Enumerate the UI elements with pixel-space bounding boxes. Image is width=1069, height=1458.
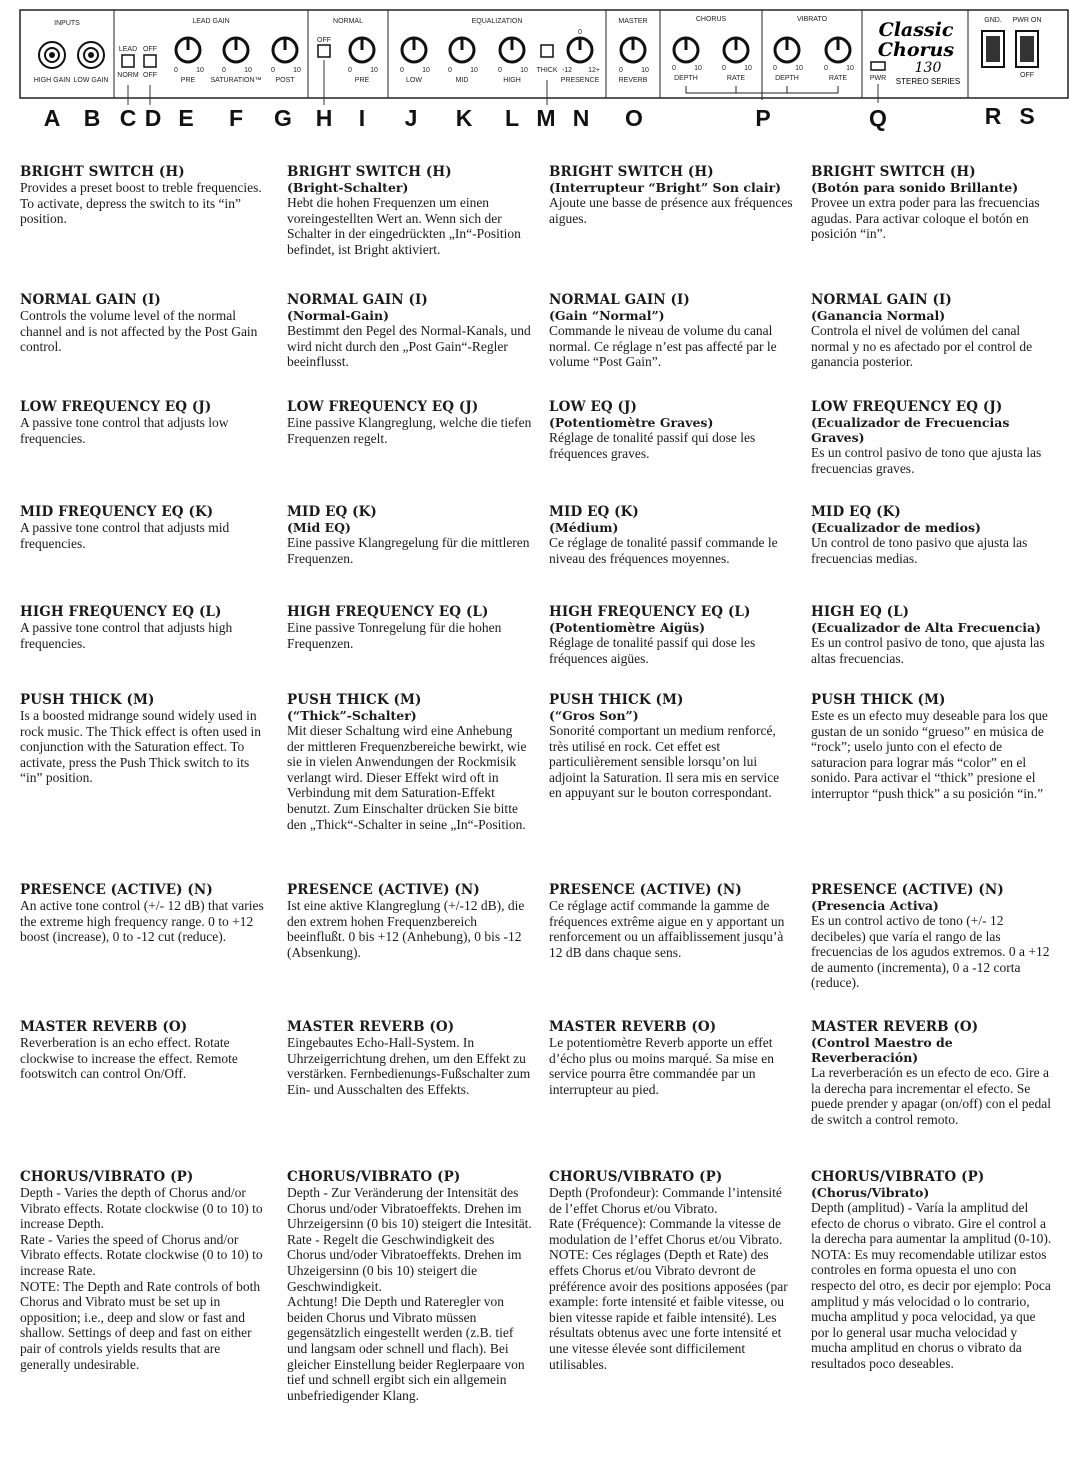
language-column bbox=[20, 692, 265, 786]
lead-off-switch[interactable] bbox=[144, 55, 156, 67]
control-description: Ajoute une basse de présence aux fréquences aigues. bbox=[549, 195, 793, 226]
control-title: HIGH FREQUENCY EQ (L) bbox=[287, 604, 489, 620]
control-subtitle: (“Gros Son”) bbox=[549, 708, 639, 723]
svg-text:0: 0 bbox=[448, 67, 452, 74]
svg-text:0: 0 bbox=[578, 29, 582, 36]
language-column bbox=[549, 1019, 794, 1097]
pre-gain-knob[interactable] bbox=[176, 38, 200, 62]
language-column bbox=[811, 1169, 1056, 1372]
control-description: Commande le niveau de volume du canal normal. Ce réglage n’est pas affecté par le volume “Post Gain”. bbox=[549, 323, 777, 370]
svg-text:10: 10 bbox=[694, 65, 702, 72]
chorus-rate-knob[interactable] bbox=[724, 38, 748, 62]
low-eq-knob[interactable] bbox=[402, 38, 426, 62]
callout-letter: P bbox=[755, 105, 771, 131]
vibrato-rate-knob[interactable] bbox=[826, 38, 850, 62]
control-title: PUSH THICK (M) bbox=[811, 692, 946, 708]
svg-text:0: 0 bbox=[498, 67, 502, 74]
control-title: HIGH EQ (L) bbox=[811, 604, 910, 620]
vibrato-header: VIBRATO bbox=[796, 16, 828, 23]
svg-text:10: 10 bbox=[422, 67, 430, 74]
svg-text:0: 0 bbox=[619, 67, 623, 74]
control-subtitle: (Potentiomètre Aigüs) bbox=[549, 620, 706, 635]
control-title: PRESENCE (ACTIVE) (N) bbox=[287, 882, 480, 898]
control-subtitle: (Ecualizador de medios) bbox=[811, 520, 981, 535]
control-title: NORMAL GAIN (I) bbox=[287, 292, 428, 308]
control-subtitle: (Normal-Gain) bbox=[287, 308, 390, 323]
control-title: LOW FREQUENCY EQ (J) bbox=[20, 399, 212, 415]
control-subtitle: (Mid EQ) bbox=[287, 520, 351, 535]
control-title: BRIGHT SWITCH (H) bbox=[549, 164, 714, 180]
high-eq-knob[interactable] bbox=[500, 38, 524, 62]
svg-text:0: 0 bbox=[672, 65, 676, 72]
inputs-header: INPUTS bbox=[54, 20, 80, 27]
power-switch[interactable] bbox=[1016, 31, 1038, 67]
svg-text:10: 10 bbox=[795, 65, 803, 72]
language-column bbox=[811, 292, 1056, 370]
chorus-header: CHORUS bbox=[695, 16, 727, 23]
callout-letter: N bbox=[572, 105, 590, 131]
control-title: PRESENCE (ACTIVE) (N) bbox=[811, 882, 1004, 898]
control-description: Controls the volume level of the normal channel and is not affected by the Post Gain control. bbox=[20, 308, 258, 355]
control-subtitle: (Interrupteur “Bright” Son clair) bbox=[549, 180, 782, 195]
push-thick-switch[interactable] bbox=[541, 45, 553, 57]
svg-text:10: 10 bbox=[244, 67, 252, 74]
norm-switch-label: NORM bbox=[117, 72, 139, 79]
vibrato-depth-label: DEPTH bbox=[775, 75, 799, 82]
svg-text:0: 0 bbox=[348, 67, 352, 74]
svg-text:10: 10 bbox=[641, 67, 649, 74]
control-description: Reverberation is an echo effect. Rotate clockwise to increase the effect. Remote footswitch can control On/Off. bbox=[20, 1035, 238, 1082]
vibrato-depth-knob[interactable] bbox=[775, 38, 799, 62]
language-column bbox=[287, 164, 532, 257]
control-title: HIGH FREQUENCY EQ (L) bbox=[549, 604, 751, 620]
control-description: Es un control pasivo de tono que ajusta las frecuencias graves. bbox=[811, 445, 1042, 476]
presence-label: PRESENCE bbox=[560, 77, 600, 84]
control-title: HIGH FREQUENCY EQ (L) bbox=[20, 604, 222, 620]
control-description: Réglage de tonalité passif qui dose les fréquences aigües. bbox=[549, 635, 756, 666]
control-title: NORMAL GAIN (I) bbox=[549, 292, 690, 308]
chorus-depth-knob[interactable] bbox=[674, 38, 698, 62]
control-subtitle: (Botón para sonido Brillante) bbox=[811, 180, 1019, 195]
power-lamp bbox=[871, 62, 885, 70]
svg-text:0: 0 bbox=[271, 67, 275, 74]
callout-letter: E bbox=[178, 105, 194, 131]
control-subtitle: (Potentiomètre Graves) bbox=[549, 415, 714, 430]
svg-text:10: 10 bbox=[370, 67, 378, 74]
language-column bbox=[20, 504, 265, 551]
mid-eq-knob[interactable] bbox=[450, 38, 474, 62]
low-gain-label: LOW GAIN bbox=[73, 77, 109, 84]
svg-text:-12: -12 bbox=[561, 67, 573, 74]
control-description: Depth (Profondeur): Commande l’intensité de l’effet Chorus et/ou Vibrato. Rate (Fréquence): Commande la vitesse de modulation de l’effet Chorus et/ou Vibrato. NOTE: Ces réglages (Depth et Rate) des effets Chorus et/ou Vibrato devront de préférence avoir des positions apposées (par example: forte intensité et faible vitesse, ou bien vitesse rapide et faible intensité). Les résultats obtenus avec une forte intensité et une vitesse élevée sont difficilement utilisables. bbox=[549, 1185, 788, 1372]
control-title: MID EQ (K) bbox=[287, 504, 377, 520]
post-gain-knob[interactable] bbox=[273, 38, 297, 62]
callout-letter: B bbox=[83, 105, 101, 131]
control-title: MASTER REVERB (O) bbox=[20, 1019, 188, 1035]
mid-label: MID bbox=[455, 77, 469, 84]
control-description: Provides a preset boost to treble frequencies. To activate, depress the switch to its “in” position. bbox=[20, 180, 262, 227]
classic-chorus-logo bbox=[878, 19, 960, 86]
control-title: LOW EQ (J) bbox=[549, 399, 638, 415]
language-column bbox=[20, 399, 265, 446]
master-header: MASTER bbox=[618, 18, 648, 25]
control-subtitle: (“Thick”-Schalter) bbox=[287, 708, 417, 723]
control-description: Réglage de tonalité passif qui dose les fréquences graves. bbox=[549, 430, 756, 461]
vibrato-rate-label: RATE bbox=[828, 75, 848, 82]
svg-text:0: 0 bbox=[222, 67, 226, 74]
callout-letter: R bbox=[984, 103, 1002, 129]
svg-text:0: 0 bbox=[773, 65, 777, 72]
normal-pre-label: PRE bbox=[354, 77, 370, 84]
control-description: Eine passive Tonregelung für die hohen Frequenzen. bbox=[287, 620, 502, 651]
control-description: La reverberación es un efecto de eco. Gire a la derecha para incrementar el efecto. Se puede prender y apagar (on/off) con el pedal de switch a control remoto. bbox=[811, 1065, 1052, 1127]
control-title: MASTER REVERB (O) bbox=[287, 1019, 455, 1035]
svg-text:Classic: Classic bbox=[878, 19, 954, 41]
control-title: LOW FREQUENCY EQ (J) bbox=[811, 399, 1003, 415]
thick-label: THICK bbox=[536, 67, 558, 74]
saturation-label: SATURATION™ bbox=[210, 77, 262, 84]
presence-knob[interactable] bbox=[568, 38, 592, 62]
high-gain-input-jack[interactable] bbox=[39, 42, 65, 68]
control-title: MID FREQUENCY EQ (K) bbox=[20, 504, 214, 520]
callout-letter: H bbox=[315, 105, 333, 131]
control-title: PRESENCE (ACTIVE) (N) bbox=[549, 882, 742, 898]
language-column bbox=[20, 292, 265, 355]
control-title: CHORUS/VIBRATO (P) bbox=[20, 1169, 194, 1185]
callout-letter: C bbox=[119, 105, 137, 131]
control-subtitle: (Presencia Activa) bbox=[811, 898, 939, 913]
svg-text:STEREO SERIES: STEREO SERIES bbox=[895, 77, 961, 86]
svg-text:0: 0 bbox=[722, 65, 726, 72]
controls-description-grid bbox=[16, 164, 1061, 1454]
svg-text:10: 10 bbox=[470, 67, 478, 74]
control-description: A passive tone control that adjusts high frequencies. bbox=[20, 620, 233, 651]
svg-text:10: 10 bbox=[520, 67, 528, 74]
svg-text:10: 10 bbox=[744, 65, 752, 72]
language-column bbox=[287, 1019, 532, 1097]
control-subtitle: (Bright-Schalter) bbox=[287, 180, 409, 195]
control-title: PUSH THICK (M) bbox=[549, 692, 684, 708]
control-description: Eine passive Klangregelung für die mittleren Frequenzen. bbox=[287, 535, 530, 566]
language-column bbox=[287, 504, 532, 566]
language-column bbox=[811, 504, 1056, 566]
control-description: Eingebautes Echo-Hall-System. In Uhrzeigerrichtung drehen, um den Effekt zu verstärken. Fernbedienungs-Fußschalter zum Ein- und Ausschalten des Effekts. bbox=[287, 1035, 531, 1097]
control-description: Depth (amplitud) - Varía la amplitud del efecto de chorus o vibrato. Gire el control a la derecha para aumentar la amplitud (0-10). NOTA: Es muy recomendable utilizar estos controles en forma opuesta el uno con respecto del otro, es decir por ejemplo: Poca amplitud y más velocidad o lo contrario, mucha amplitud y poca velocidad, ya que por lo general usar mucha velocidad y mucha amplitud en chorus o vibrato da resultados poco deseables. bbox=[811, 1200, 1052, 1371]
svg-text:0: 0 bbox=[174, 67, 178, 74]
callout-letter: G bbox=[274, 105, 292, 131]
callout-letter: S bbox=[1019, 103, 1035, 129]
control-subtitle: (Ecualizador de Alta Frecuencia) bbox=[811, 620, 1041, 635]
language-column bbox=[20, 882, 265, 945]
language-column bbox=[20, 164, 265, 227]
control-title: BRIGHT SWITCH (H) bbox=[287, 164, 452, 180]
language-column bbox=[811, 399, 1056, 476]
language-column bbox=[20, 1019, 265, 1082]
control-description: Ist eine aktive Klangreglung (+/-12 dB), die den extrem hohen Frequenzbereich beeinflußt. 0 bis +12 (Anhebung), 0 bis -12 (Absenkung). bbox=[287, 898, 525, 960]
control-title: PUSH THICK (M) bbox=[287, 692, 422, 708]
control-title: CHORUS/VIBRATO (P) bbox=[287, 1169, 461, 1185]
control-subtitle: (Ganancia Normal) bbox=[811, 308, 946, 323]
control-description: Es un control activo de tono (+/- 12 decibeles) que varía el rango de las frecuencias de los agudos extremos. 0 a +12 de aumento (incrementa), 0 a -12 corta (reduce). bbox=[811, 913, 1050, 991]
control-description: Ce réglage actif commande la gamme de fréquences extrême aigue en y apportant un renforcement ou un affaiblissement jusqu’à 12 dB dans chaque sens. bbox=[549, 898, 785, 960]
language-column bbox=[287, 399, 532, 446]
language-column bbox=[287, 692, 532, 832]
low-gain-input-jack[interactable] bbox=[78, 42, 104, 68]
language-column bbox=[549, 882, 794, 960]
callout-letter: L bbox=[504, 105, 520, 131]
control-title: MID EQ (K) bbox=[811, 504, 901, 520]
equalization-header: EQUALIZATION bbox=[471, 18, 523, 25]
normal-header: NORMAL bbox=[333, 18, 363, 25]
pwr-off-label: OFF bbox=[1020, 72, 1034, 79]
control-title: BRIGHT SWITCH (H) bbox=[20, 164, 185, 180]
callout-letter: I bbox=[358, 105, 366, 131]
language-column bbox=[549, 504, 794, 566]
callout-letter: M bbox=[536, 105, 556, 131]
reverb-label: REVERB bbox=[618, 77, 648, 84]
control-subtitle: (Chorus/Vibrato) bbox=[811, 1185, 930, 1200]
language-column bbox=[549, 604, 794, 666]
control-title: PUSH THICK (M) bbox=[20, 692, 155, 708]
language-column bbox=[549, 1169, 794, 1372]
language-column bbox=[549, 164, 794, 226]
control-title: MASTER REVERB (O) bbox=[549, 1019, 717, 1035]
callout-letter: F bbox=[228, 105, 244, 131]
off-switch-label-2: OFF bbox=[143, 72, 157, 79]
language-column bbox=[287, 1169, 532, 1403]
control-description: Depth - Varies the depth of Chorus and/or Vibrato effects. Rotate clockwise (0 to 10) to increase Depth. Rate - Varies the speed of Chorus and/or Vibrato effects. Rotate clockwise (0 to 10) to increase Rate. NOTE: The Depth and Rate controls of both Chorus and Vibrato must be set up in opposition; i.e., deep and slow or fast and shallow. Settings of deep and fast on either pair of controls yields results that are generally undesirable. bbox=[20, 1185, 263, 1372]
control-description: Un control de tono pasivo que ajusta las frecuencias medias. bbox=[811, 535, 1028, 566]
svg-text:10: 10 bbox=[846, 65, 854, 72]
lead-gain-header: LEAD GAIN bbox=[192, 18, 230, 25]
control-subtitle: (Control Maestro de Reverberación) bbox=[811, 1035, 953, 1065]
control-title: LOW FREQUENCY EQ (J) bbox=[287, 399, 479, 415]
callout-letter: A bbox=[43, 105, 61, 131]
chorus-rate-label: RATE bbox=[726, 75, 746, 82]
chorus-depth-label: DEPTH bbox=[674, 75, 698, 82]
control-description: A passive tone control that adjusts low frequencies. bbox=[20, 415, 229, 446]
control-title: BRIGHT SWITCH (H) bbox=[811, 164, 976, 180]
pwr-on-label: PWR ON bbox=[1012, 17, 1042, 24]
bright-off-label: OFF bbox=[317, 37, 331, 44]
language-column bbox=[287, 292, 532, 370]
pwr-lamp-label: PWR bbox=[869, 75, 887, 82]
language-column bbox=[20, 604, 265, 651]
control-description: Sonorité comportant un medium renforcé, très utilisé en rock. Cet effet est particulièrement sensible lorsqu’on lui adjoint la Saturation. Il sera mis en service en appuyant sur le bouton correspondant. bbox=[549, 723, 780, 801]
language-column bbox=[549, 292, 794, 370]
control-description: Depth - Zur Veränderung der Intensität des Chorus und/oder Vibratoeffekts. Drehen im Uhrzeigersinn (0 bis 10) steigert die Intesität. Rate - Regelt die Geschwindigkeit des Chorus und/oder Vibratoeffekts. Drehen im Uhzeigersinn (0 bis 10) steigert die Geschwindigkeit. Achtung! Die Depth und Rateregler von beiden Chorus und Vibrato müssen gegensätzlich eingestellt werden (z.B. tief und langsam oder schnell und flach). Bei gleicher Einstellung beider Reglerpaare von tief und schnell ergibt sich ein allgemein unbefriedigender Klang. bbox=[287, 1185, 532, 1403]
control-description: Ce réglage de tonalité passif commande le niveau des fréquences moyennes. bbox=[549, 535, 778, 566]
ground-switch[interactable] bbox=[982, 31, 1004, 67]
language-column bbox=[811, 882, 1056, 991]
master-reverb-knob[interactable] bbox=[621, 38, 645, 62]
language-column bbox=[811, 164, 1056, 242]
bright-switch[interactable] bbox=[318, 45, 330, 57]
control-title: MID EQ (K) bbox=[549, 504, 639, 520]
svg-text:10: 10 bbox=[293, 67, 301, 74]
language-column bbox=[549, 692, 794, 801]
control-description: An active tone control (+/- 12 dB) that varies the extreme high frequency range. 0 to +12 boost (increase), 0 to -12 cut (reduce). bbox=[20, 898, 264, 945]
control-description: Le potentiomètre Reverb apporte un effet d’écho plus ou moins marqué. Sa mise en service pourra être commandée par un interrupteur au pied. bbox=[549, 1035, 774, 1097]
language-column bbox=[287, 604, 532, 651]
language-column bbox=[811, 1019, 1056, 1127]
control-subtitle: (Ecualizador de Frecuencias Graves) bbox=[811, 415, 1010, 445]
amp-control-panel bbox=[0, 0, 1069, 160]
channel-select-switch[interactable] bbox=[122, 55, 134, 67]
control-description: Is a boosted midrange sound widely used in rock music. The Thick effect is often used in conjunction with the Saturation effect. To activate, press the Push Thick switch to its “in” position. bbox=[20, 708, 262, 786]
svg-text:Chorus: Chorus bbox=[877, 39, 955, 61]
language-column bbox=[811, 692, 1056, 802]
control-description: Controla el nivel de volúmen del canal normal y no es afectado por el control de ganancia posterior. bbox=[811, 323, 1033, 370]
language-column bbox=[287, 882, 532, 960]
control-description: Eine passive Klangreglung, welche die tiefen Frequenzen regelt. bbox=[287, 415, 532, 446]
language-column bbox=[549, 399, 794, 461]
svg-text:0: 0 bbox=[400, 67, 404, 74]
control-description: Hebt die hohen Frequenzen um einen voreingestellten Wert an. Wenn sich der Schalter in der eingedrückten „In“-Position befindet, ist Bright aktiviert. bbox=[287, 195, 521, 257]
callout-letter: D bbox=[144, 105, 162, 131]
normal-gain-knob[interactable] bbox=[350, 38, 374, 62]
callout-letters bbox=[44, 103, 1035, 131]
off-switch-label: OFF bbox=[143, 46, 157, 53]
control-description: Bestimmt den Pegel des Normal-Kanals, und wird nicht durch den „Post Gain“-Regler beeinflusst. bbox=[287, 323, 531, 370]
gnd-label: GND. bbox=[984, 17, 1002, 24]
high-gain-label: HIGH GAIN bbox=[33, 77, 71, 84]
control-title: NORMAL GAIN (I) bbox=[811, 292, 952, 308]
control-description: Mit dieser Schaltung wird eine Anhebung der mittleren Frequenzbereiche bewirkt, wie sie in vielen Anwendungen der Rockmisik verlangt wird. Dieser Effekt wird oft in Verbindung mit dem Saturation-Effekt benutzt. Zum Einschalter drücken Sie bitte den „Thick“-Schalter in seine „In“-Position. bbox=[287, 723, 527, 832]
callout-letter: Q bbox=[869, 105, 887, 131]
svg-text:12+: 12+ bbox=[588, 67, 600, 74]
control-subtitle: (Médium) bbox=[549, 520, 619, 535]
control-description: Provee un extra poder para las frecuencias agudas. Para activar coloque el botón en posición “in”. bbox=[811, 195, 1040, 242]
language-column bbox=[811, 604, 1056, 666]
callout-letter: J bbox=[404, 105, 418, 131]
control-title: NORMAL GAIN (I) bbox=[20, 292, 161, 308]
callout-letter: K bbox=[455, 105, 473, 131]
control-title: MASTER REVERB (O) bbox=[811, 1019, 979, 1035]
control-description: Este es un efecto muy deseable para los que gustan de un sonido “grueso” en música de “rock”; uselo junto con el efecto de saturacion para lograr más “color” en el sonido. Para activar el “thick” presione el interruptor “push thick” a su posición “in.” bbox=[811, 708, 1048, 801]
language-column bbox=[20, 1169, 265, 1372]
saturation-knob[interactable] bbox=[224, 38, 248, 62]
control-title: CHORUS/VIBRATO (P) bbox=[549, 1169, 723, 1185]
svg-text:130: 130 bbox=[914, 60, 942, 76]
pre-label: PRE bbox=[180, 77, 196, 84]
control-title: CHORUS/VIBRATO (P) bbox=[811, 1169, 985, 1185]
control-subtitle: (Gain “Normal”) bbox=[549, 308, 665, 323]
control-description: Es un control pasivo de tono, que ajusta las altas frecuencias. bbox=[811, 635, 1045, 666]
svg-text:10: 10 bbox=[196, 67, 204, 74]
high-label: HIGH bbox=[503, 77, 521, 84]
control-title: PRESENCE (ACTIVE) (N) bbox=[20, 882, 213, 898]
control-description: A passive tone control that adjusts mid frequencies. bbox=[20, 520, 230, 551]
post-label: POST bbox=[275, 77, 295, 84]
lead-switch-label: LEAD bbox=[118, 46, 138, 53]
low-label: LOW bbox=[406, 77, 422, 84]
callout-letter: O bbox=[625, 105, 643, 131]
svg-text:0: 0 bbox=[824, 65, 828, 72]
